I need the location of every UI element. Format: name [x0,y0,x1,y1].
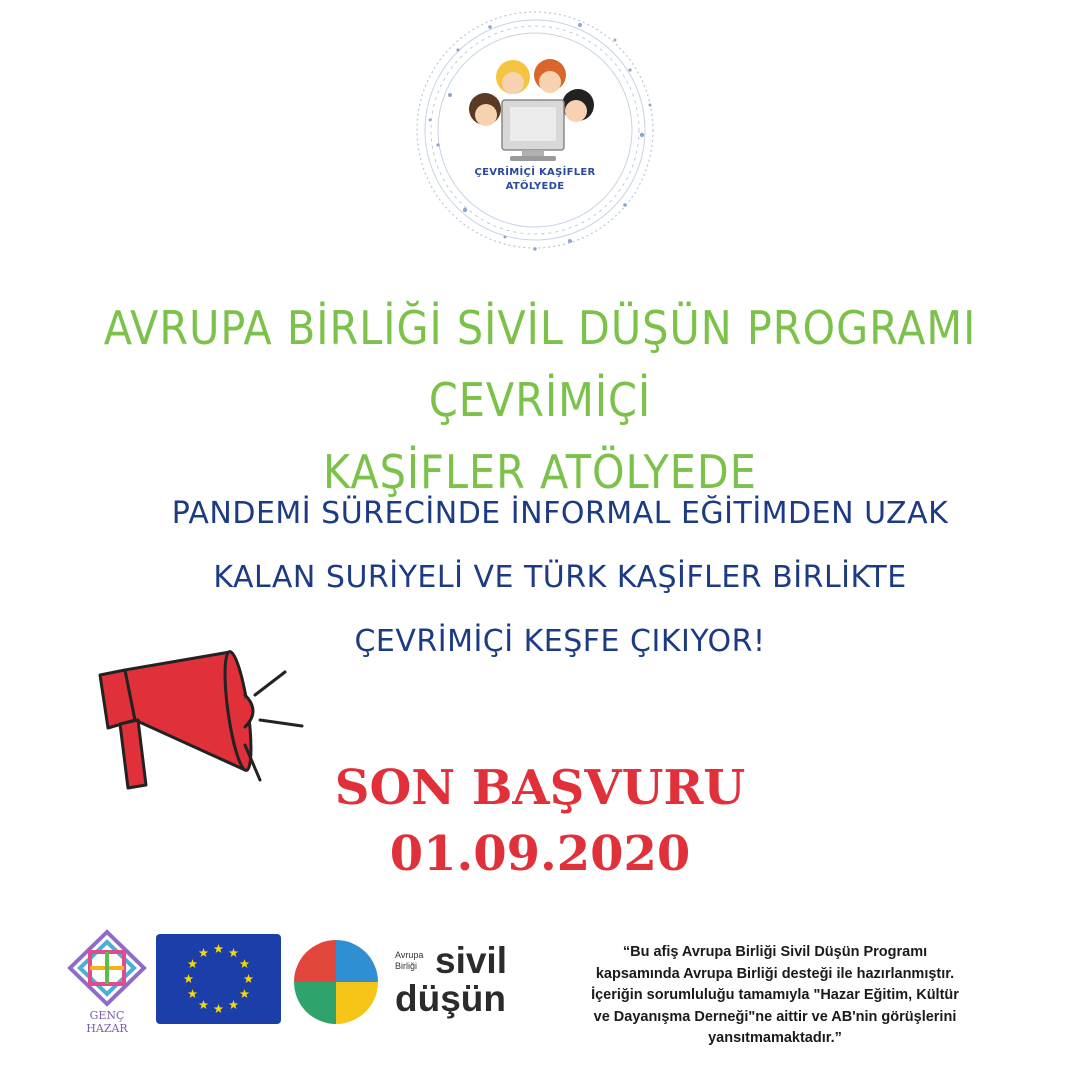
sivil-small-line1: Avrupa [395,950,424,960]
deadline-date: 01.09.2020 [389,826,691,882]
genc-hazar-emblem-icon [62,928,152,1008]
logo-title-line2: ATÖLYEDE [505,181,565,192]
sivil-dusun-logo [395,942,515,1022]
eu-star [240,959,250,968]
sub-line2: KALAN SURİYELİ VE TÜRK KAŞİFLER BİRLİKTE [213,560,907,595]
eu-star [188,989,198,998]
sub-line3: ÇEVRİMİÇİ KEŞFE ÇIKIYOR! [354,624,766,659]
eu-star [184,974,194,983]
disclaimer-line3: İçeriğin sorumluluğu tamamıyla "Hazar Eğitim, Kültür [591,987,959,1003]
headline-line2: KAŞİFLER ATÖLYEDE [323,445,757,499]
eu-star [240,989,250,998]
disclaimer-line4: ve Dayanışma Derneği"ne aittir ve AB'nin görüşlerini [593,1008,957,1025]
disclaimer-line5: yansıtmamaktadır.” [708,1030,842,1046]
genc-label-line1: GENÇ [89,1009,125,1022]
disclaimer-text [540,942,1010,1050]
eu-star [229,948,239,957]
puzzle-logo-icon [292,938,380,1026]
logo-ring-icon [410,5,660,255]
eu-star [229,1000,239,1009]
sivil-small-line2: Birliği [395,961,418,971]
logo-title-line1: ÇEVRİMİÇİ KAŞİFLER [474,167,596,178]
sivil-word: sivil [435,940,507,981]
main-headline [20,292,1060,508]
headline-line1: AVRUPA BİRLİĞİ SİVİL DÜŞÜN PROGRAMI ÇEVRİMİÇİ [103,301,977,427]
sub-line1: PANDEMİ SÜRECİNDE İNFORMAL EĞİTİMDEN UZAK [171,496,949,531]
workshop-logo [410,5,660,255]
genc-hazar-logo [62,928,152,1038]
dusun-word: düşün [395,978,506,1019]
disclaimer-line2: kapsamında Avrupa Birliği desteği ile hazırlanmıştır. [595,965,955,982]
eu-star [214,944,224,953]
eu-star [214,1004,224,1013]
genc-label-line2: HAZAR [86,1022,128,1035]
deadline-label: SON BAŞVURU [334,760,746,816]
eu-stars-icon [156,934,281,1024]
eu-star [188,959,198,968]
eu-star [199,1000,209,1009]
eu-star [244,974,254,983]
disclaimer-line1: “Bu afiş Avrupa Birliği Sivil Düşün Programı [622,944,928,960]
eu-flag [156,934,281,1024]
eu-star [199,948,209,957]
